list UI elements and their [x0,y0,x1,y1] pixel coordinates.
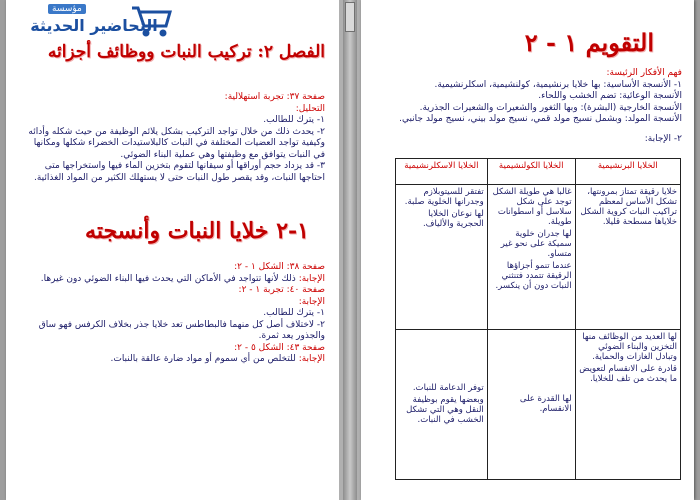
cell-item: غالبا هي طويلة الشكل توجد على شكل سلاسل أو اسطوانات طويلة. [492,187,572,227]
section-title: ١-٢ خلايا النبات وأنسجته [85,218,309,244]
cell-item: لها نوعان الخلايا الحجرية والألياف. [422,209,484,229]
table-cell [487,330,575,480]
cell-item: لها العديد من الوظائف منها التخزين والبناء الضوئي وتبادل الغازات والحماية. [582,332,677,362]
answer2-label: الإجابة: [298,296,325,307]
chapter-title: الفصل ٢: تركيب النبات ووظائف أجزائه [47,42,325,62]
cell-item: خلايا رقيقة تمتاز بمرونتها، تشكل الأساس لمعظم تراكيب النبات كروية الشكل خلاياها مسطحة قليلا. [580,187,677,227]
page-gutter [339,0,361,500]
idea-2: الأنسجة الوعائية: تضم الخشب واللحاء. [538,91,682,101]
logo-org: مؤسسة [48,4,86,14]
table-cell [396,185,488,330]
table-cell [487,185,575,330]
table-cell [396,330,488,480]
page38-heading: صفحة ٣٨: الشكل ١ - ٢: [234,262,325,272]
idea-3: الأنسجة الخارجية (البشرة): وبها الثغور والشعيرات والشعيرات الجذرية. [419,102,682,113]
section-answers-block [25,262,325,366]
scrollbar-thumb[interactable] [345,2,355,32]
table-header-parenchyma: الخلايا البرنشيمية [575,159,680,185]
cell-item: عندما تنمو أجزاؤها الرقيقة تتمدد فتنثني النبات دون أن ينكسر. [495,261,572,291]
table-header-sclerenchyma: الخلايا الاسكلرنشيمية [396,159,488,185]
idea-1: ١- الأنسجة الأساسية: بها خلايا برنشيمية، كولنشيمية، اسكلرنشيمية. [434,79,682,90]
analysis-item-3: ٣- قد يزداد حجم أوراقها أو سيقانها لتقوم بتخزين الماء فيها واستخراجها متى احتاجها النبات، وقد يقصر طول النبات حتى لا يستهلك الكثير من المواد الغذائية. [33,161,325,183]
analysis-item-2: ٢- يحدث ذلك من خلال تواجد التركيب بشكل يلائم الوظيفة من حيث شكله وأدائه وكيفية تواجد العضيات المختلفة في النبات كالبلاستيدات الخضراء شكلها ومكانها في النبات يتوافق مع وظيفتها وهي عملية البناء الضوئي. [28,126,325,160]
q2-label: ٢- الإجابة: [644,133,682,144]
answer3-label: الإجابة: [298,354,325,364]
evaluation-title: التقويم ١ - ٢ [524,28,654,57]
page-right [361,0,694,500]
page37-heading: صفحة ٣٧: تجربة استهلالية: [224,92,325,102]
analysis-item-1: ١- يترك للطالب. [263,115,325,125]
cell-item: لها القدرة على الانقسام. [519,393,572,414]
page43-heading: صفحة ٤٣: الشكل ٥ - ٢: [234,342,325,353]
main-ideas-block [372,68,682,145]
analysis-label: التحليل: [295,103,325,114]
answer1-text: ذلك لأنها تتواجد في الأماكن التي يحدث فيها البناء الضوئي دون غيرها. [40,273,296,284]
table-cell [575,185,680,330]
cell-item: تفتقر للسيتوبلازم وجدرانها الخلوية صلبة. [404,187,484,207]
idea-4: الأنسجة المولد: وبشمل نسيج مولد قمي، نسيج مولد بيني، نسيج مولد جانبي. [399,114,682,124]
answer1-label: الإجابة: [298,273,325,284]
intro-experiment-block [25,92,325,184]
main-ideas-label: فهم الأفكار الرئيسة: [606,68,682,78]
page40-heading: صفحة ٤٠: تجربة ١ - ٢: [238,285,325,295]
cell-item: لها جدران خلوية سميكة على نحو غير متساو. [500,229,572,259]
answer2-item-1: ١- يترك للطالب. [263,308,325,318]
cell-item: وبعضها يقوم بوظيفة النقل وهي التي تشكل الخشب في النبات. [406,394,484,425]
table-header-collenchyma: الخلايا الكولنشيمية [487,159,575,185]
cell-types-table [395,158,681,480]
page-left [6,0,339,500]
answer2-item-2: ٢- لاختلاف أصل كل منهما فالبطاطس تعد خلايا جذر بخلاف الكرفس فهو ساق والجذور يعد ثمرة. [38,319,325,341]
cell-item: قادرة على الانقسام لتعويض ما يحدث من تلف للخلايا. [579,364,677,384]
logo-name: التحاضير الحديثة [30,16,158,35]
cell-item: توفر الدعامة للنبات. [412,382,484,393]
vertical-scrollbar[interactable] [343,0,357,500]
publisher-logo [8,0,180,44]
answer3-text: للتخلص من أي سموم أو مواد ضارة عالقة بالنبات. [110,354,296,364]
table-cell [575,330,680,480]
